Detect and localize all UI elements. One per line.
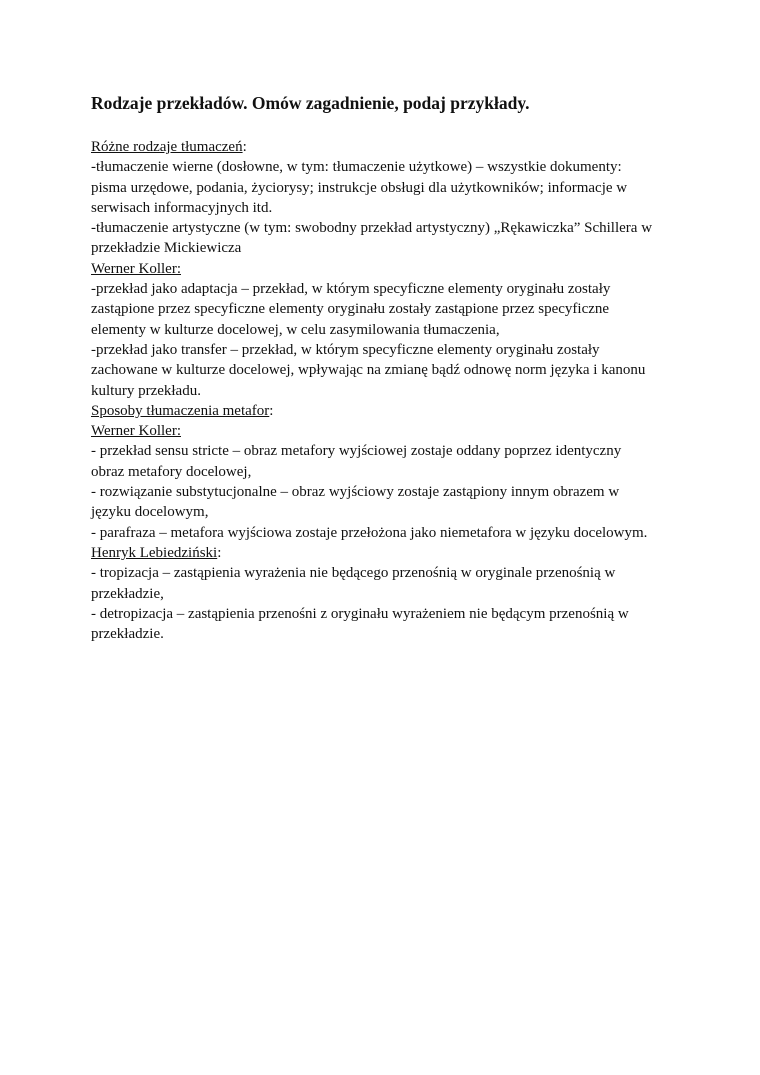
line-text: Różne rodzaje tłumaczeń xyxy=(91,139,243,155)
line-text: - tropizacja – zastąpienia wyrażenia nie będącego przenośnią w oryginale przenośnią w xyxy=(91,565,616,582)
line-text: - parafraza – metafora wyjściowa zostaje przełożona jako niemetafora w języku docelowym. xyxy=(91,524,648,541)
line-text: - detropizacja – zastąpienia przenośni z oryginału wyrażeniem nie będącym przenośnią w xyxy=(91,605,629,622)
section-heading xyxy=(91,543,681,563)
line-text: Werner Koller: xyxy=(91,423,181,440)
text-line xyxy=(91,604,681,624)
line-text: - rozwiązanie substytucjonalne – obraz wyjściowy zostaje zastąpiony innym obrazem w xyxy=(91,484,620,501)
line-text: -przekład jako transfer – przekład, w którym specyficzne elementy oryginału zostały xyxy=(91,341,600,358)
text-line xyxy=(91,441,681,461)
line-text: kultury przekładu. xyxy=(91,382,201,399)
line-text: -przekład jako adaptacja – przekład, w którym specyficzne elementy oryginału zostały xyxy=(91,281,611,298)
section-heading xyxy=(91,259,681,279)
text-line xyxy=(91,502,681,522)
line-text: -tłumaczenie artystyczne (w tym: swobodny przekład artystyczny) „Rękawiczka” Schillera w xyxy=(91,220,653,237)
line-text: zastąpione przez specyficzne elementy oryginału zostały zastąpione przez specyficzne xyxy=(91,301,610,318)
line-text: pisma urzędowe, podania, życiorysy; instrukcje obsługi dla użytkowników; informacje w xyxy=(91,179,628,196)
line-text: -tłumaczenie wierne (dosłowne, w tym: tłumaczenie użytkowe) – wszystkie dokumenty: xyxy=(91,159,622,176)
line-text: języku docelowym, xyxy=(91,504,209,521)
section-heading xyxy=(91,137,681,157)
line-text: elementy w kulturze docelowej, w celu zasymilowania tłumaczenia, xyxy=(91,321,500,338)
text-line xyxy=(91,157,681,177)
text-line xyxy=(91,563,681,583)
line-text: Sposoby tłumaczenia metafor xyxy=(91,402,270,419)
line-text: Werner Koller: xyxy=(91,260,181,277)
line-suffix: : xyxy=(269,402,274,419)
line-text: zachowane w kulturze docelowej, wpływając na zmianę bądź odnowę norm języka i kanonu xyxy=(91,362,646,379)
text-line xyxy=(91,462,681,482)
text-line xyxy=(91,218,681,238)
text-line xyxy=(91,624,681,644)
text-line xyxy=(91,238,681,258)
text-line xyxy=(91,381,681,401)
text-line xyxy=(91,279,681,299)
section-heading xyxy=(91,421,681,441)
text-line xyxy=(91,178,681,198)
text-line xyxy=(91,340,681,360)
line-text: przekładzie Mickiewicza xyxy=(91,240,242,257)
document-page xyxy=(91,91,681,644)
line-suffix: : xyxy=(217,544,222,561)
document-body xyxy=(91,137,681,644)
text-line xyxy=(91,299,681,319)
text-line xyxy=(91,320,681,340)
section-heading xyxy=(91,401,681,421)
text-line xyxy=(91,523,681,543)
line-text: serwisach informacyjnych itd. xyxy=(91,199,273,216)
document-title: Rodzaje przekładów. Omów zagadnienie, podaj przykłady. xyxy=(91,93,530,113)
text-line xyxy=(91,482,681,502)
line-text: przekładzie, xyxy=(91,585,164,602)
text-line xyxy=(91,360,681,380)
line-text: przekładzie. xyxy=(91,626,164,643)
line-text: - przekład sensu stricte – obraz metafory wyjściowej zostaje oddany poprzez identyczny xyxy=(91,443,622,460)
text-line xyxy=(91,584,681,604)
line-suffix: : xyxy=(242,139,247,155)
line-text: Henryk Lebiedziński xyxy=(91,544,218,561)
text-line xyxy=(91,198,681,218)
line-text: obraz metafory docelowej, xyxy=(91,463,252,480)
